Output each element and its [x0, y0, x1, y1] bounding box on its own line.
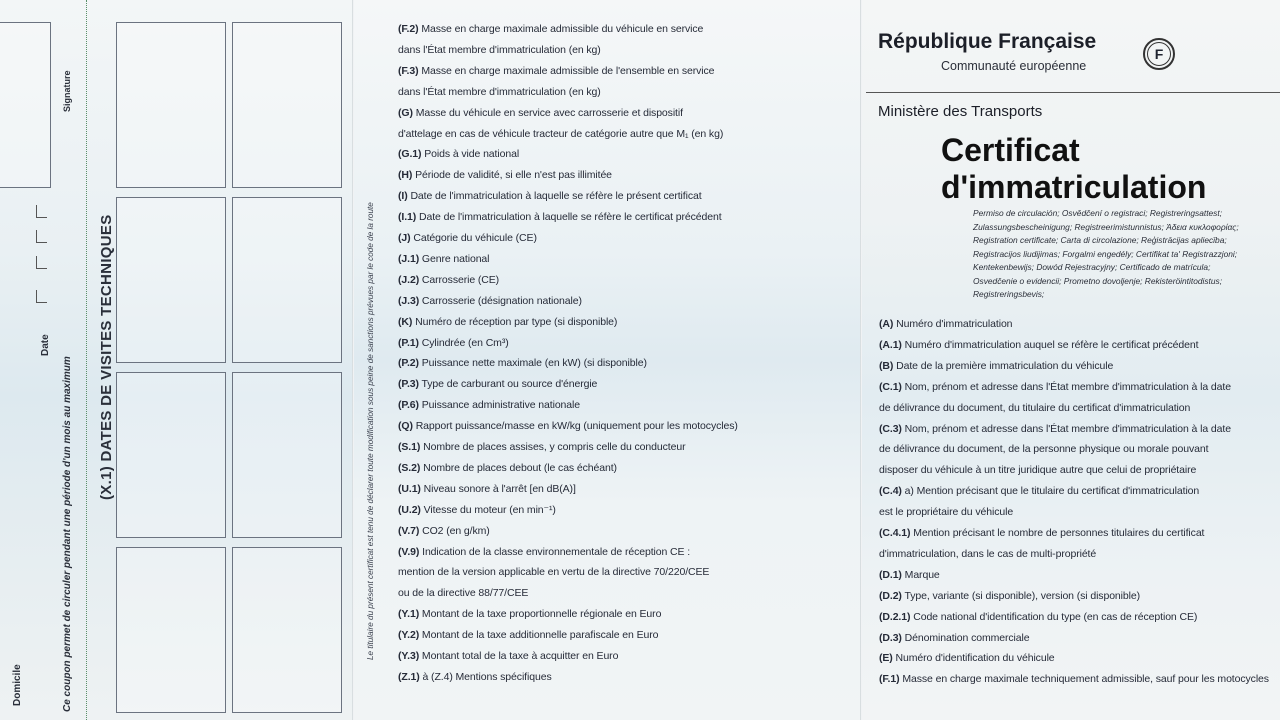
visit-box — [232, 547, 342, 713]
field-line — [398, 169, 612, 181]
field-code: (Y.1) — [398, 608, 420, 621]
field-text: Indication de la classe environnementale de réception CE : — [422, 545, 691, 558]
translation-line: Registration certificate; Carta di circolazione; Reģistrācijas apliecība; — [973, 235, 1227, 245]
tear-line — [86, 0, 87, 720]
field-line — [879, 673, 1269, 685]
field-text: Type, variante (si disponible), version (si disponible) — [904, 589, 1141, 602]
field-line — [398, 462, 617, 474]
field-line — [398, 107, 683, 119]
field-text: Période de validité, si elle n'est pas illimitée — [415, 169, 612, 182]
field-code: (D.2) — [879, 589, 902, 602]
modification-warning: Le titulaire du présent certificat est tenu de déclarer toute modification sous peine de sanctions prévues par le code de la route — [366, 202, 375, 660]
field-text: Vitesse du moteur (en min⁻¹) — [423, 503, 556, 516]
date-field-mark — [36, 290, 47, 303]
translation-line: Zulassungsbescheinigung; Registreerimistunnistus; Άδεια κυκλοφορίας; — [973, 221, 1239, 232]
field-text: Mention précisant le nombre de personnes titulaires du certificat — [913, 527, 1205, 539]
field-line — [879, 318, 1012, 330]
field-line — [879, 443, 1208, 455]
field-code: (B) — [879, 359, 894, 372]
visit-box — [232, 197, 342, 363]
field-code: (I.1) — [398, 211, 417, 224]
field-code: (P.2) — [398, 357, 419, 370]
field-line — [398, 357, 647, 369]
field-text: Nom, prénom et adresse dans l'État membre d'immatriculation à la date — [904, 380, 1231, 393]
field-text: Cylindrée (en Cm³) — [421, 336, 509, 349]
country-badge-icon — [1143, 38, 1175, 70]
field-text: Numéro d'immatriculation — [896, 318, 1013, 330]
date-label: Date — [40, 334, 51, 356]
field-text: de délivrance du document, du titulaire du certificat d'immatriculation — [879, 401, 1191, 414]
field-line — [398, 378, 597, 390]
field-code: (G) — [398, 106, 413, 119]
field-code: (C.4.1) — [879, 527, 911, 539]
field-line — [398, 23, 703, 35]
field-text: Puissance nette maximale (en kW) (si disponible) — [421, 357, 647, 370]
field-text: Nom, prénom et adresse dans l'État membre d'immatriculation à la date — [904, 422, 1231, 435]
field-code: (U.1) — [398, 482, 421, 495]
field-code: (S.1) — [398, 441, 421, 453]
field-code: (V.9) — [398, 545, 420, 558]
field-line — [879, 423, 1231, 435]
community-subheading: Communauté européenne — [941, 59, 1087, 73]
translation-line: Kentekenbewijs; Dowód Rejestracyjny; Certificado de matrícula; — [973, 262, 1211, 272]
field-code: (A.1) — [879, 338, 902, 351]
field-code: (Y.3) — [398, 650, 420, 662]
field-line — [398, 253, 489, 265]
field-code: (F.1) — [879, 673, 900, 686]
field-line — [398, 211, 722, 223]
field-text: Numéro d'immatriculation auquel se réfère le certificat précédent — [904, 338, 1199, 351]
field-line — [398, 295, 582, 307]
certificate-title-line1: Certificat — [941, 132, 1080, 168]
field-text: Date de la première immatriculation du véhicule — [896, 359, 1114, 372]
field-line — [398, 65, 714, 77]
signature-label: Signature — [62, 70, 72, 112]
field-text: Masse en charge maximale admissible de l'ensemble en service — [421, 64, 715, 77]
field-code: (J.3) — [398, 294, 420, 307]
domicile-label: Domicile — [12, 664, 23, 706]
field-line — [398, 671, 552, 683]
field-line — [879, 527, 1204, 539]
date-field-mark — [36, 256, 47, 269]
field-code: (H) — [398, 169, 413, 182]
field-code: (F.3) — [398, 64, 419, 77]
field-line — [879, 485, 1199, 497]
field-line — [398, 190, 702, 202]
badge-letter: F — [1147, 42, 1171, 66]
field-text: Montant de la taxe additionnelle parafiscale en Euro — [421, 629, 659, 642]
field-code: (G.1) — [398, 148, 422, 161]
field-line — [398, 525, 490, 537]
translation-line: Permiso de circulación; Osvědčení o registraci; Registreringsattest; — [973, 208, 1223, 218]
field-code: (S.2) — [398, 461, 421, 474]
field-code: (J.1) — [398, 252, 420, 265]
field-text: disposer du véhicule à un titre juridique autre que celui de propriétaire — [879, 464, 1197, 477]
field-line — [879, 569, 940, 581]
field-line — [398, 337, 509, 349]
field-text: Carrosserie (désignation nationale) — [421, 294, 582, 307]
field-line — [398, 483, 576, 495]
field-code: (P.3) — [398, 378, 419, 391]
field-text: Type de carburant ou source d'énergie — [421, 378, 598, 391]
field-code: (D.2.1) — [879, 610, 911, 623]
field-text: d'attelage en cas de véhicule tracteur de catégorie autre que M₁ (en kg) — [398, 127, 724, 140]
field-line — [879, 381, 1231, 393]
field-code: (J) — [398, 232, 411, 244]
field-text: Masse en charge maximale techniquement admissible, sauf pour les motocycles — [902, 673, 1269, 686]
field-text: Date de l'immatriculation à laquelle se réfère le certificat précédent — [419, 211, 722, 224]
field-line — [398, 420, 738, 432]
field-code: (J.2) — [398, 273, 420, 286]
field-text: d'immatriculation, dans le cas de multi-propriété — [879, 547, 1097, 560]
coupon-text: Ce coupon permet de circuler pendant une période d'un mois au maximum — [62, 356, 73, 712]
field-code: (D.3) — [879, 631, 902, 644]
field-code: (Z.1) — [398, 670, 420, 683]
visit-box — [116, 197, 226, 363]
ministry-heading: Ministère des Transports — [878, 103, 1043, 120]
technical-visits-title: (X.1) DATES DE VISITES TECHNIQUES — [98, 214, 115, 500]
field-line — [398, 546, 690, 558]
translation-line: Osvedčenie o evidencii; Prometno dovoljenje; Rekisteröintitodistus; — [973, 275, 1223, 286]
republic-heading: République Française — [878, 30, 1097, 53]
visit-box — [232, 22, 342, 188]
visit-box — [116, 372, 226, 538]
field-line — [879, 611, 1197, 623]
date-field-mark — [36, 230, 47, 243]
field-text: dans l'État membre d'immatriculation (en kg) — [398, 85, 601, 98]
field-code: (A) — [879, 318, 894, 330]
visit-box — [232, 372, 342, 538]
field-line — [398, 274, 499, 286]
field-line — [879, 632, 1030, 644]
field-code: (Q) — [398, 420, 413, 433]
field-line — [879, 464, 1196, 476]
divider — [866, 92, 1280, 93]
translation-line: Registreringsbevis; — [973, 289, 1045, 299]
field-text: CO2 (en g/km) — [422, 524, 490, 537]
field-line — [398, 608, 661, 620]
field-code: (I) — [398, 190, 408, 203]
field-text: Dénomination commerciale — [904, 631, 1030, 644]
field-code: (F.2) — [398, 23, 419, 35]
field-text: à (Z.4) Mentions spécifiques — [422, 670, 552, 683]
field-code: (C.3) — [879, 422, 902, 435]
translation-line: Registracijos liudijimas; Forgalmi engedély; Certifikat ta' Registrazzjoni; — [973, 248, 1238, 259]
field-line — [879, 506, 1013, 518]
certificate-title-line2: d'immatriculation — [941, 169, 1207, 205]
field-text: Puissance administrative nationale — [421, 399, 581, 412]
field-text: Nombre de places assises, y compris celle du conducteur — [423, 441, 686, 453]
field-text: Numéro d'identification du véhicule — [895, 652, 1055, 665]
field-line — [879, 652, 1055, 664]
visit-box — [116, 22, 226, 188]
field-text: Rapport puissance/masse en kW/kg (uniquement pour les motocycles) — [415, 420, 738, 433]
field-text: Poids à vide national — [424, 148, 520, 161]
field-line — [398, 148, 519, 160]
field-text: Marque — [904, 568, 940, 581]
field-text: Catégorie du véhicule (CE) — [413, 232, 537, 244]
visit-box — [116, 547, 226, 713]
field-text: Masse en charge maximale admissible du véhicule en service — [421, 23, 704, 35]
field-line — [398, 128, 723, 140]
left-stub-box — [0, 22, 51, 188]
field-line — [398, 86, 601, 98]
field-code: (U.2) — [398, 503, 421, 516]
field-line — [879, 548, 1096, 560]
field-line — [398, 316, 617, 328]
field-line — [879, 339, 1198, 351]
field-text: ou de la directive 88/77/CEE — [398, 587, 529, 600]
field-code: (K) — [398, 315, 413, 328]
field-text: Carrosserie (CE) — [421, 273, 500, 286]
field-line — [879, 402, 1190, 414]
field-text: Masse du véhicule en service avec carrosserie et dispositif — [415, 106, 683, 119]
field-code: (P.6) — [398, 399, 419, 412]
field-code: (V.7) — [398, 524, 420, 537]
field-code: (D.1) — [879, 568, 902, 581]
field-code: (C.1) — [879, 380, 902, 393]
date-field-mark — [36, 205, 47, 218]
field-line — [879, 590, 1140, 602]
field-text: Numéro de réception par type (si disponible) — [415, 315, 618, 328]
field-line — [398, 232, 537, 244]
field-text: Code national d'identification du type (en cas de réception CE) — [913, 610, 1198, 623]
field-line — [398, 629, 658, 641]
field-code: (P.1) — [398, 336, 419, 349]
field-text: Montant de la taxe proportionnelle régionale en Euro — [421, 608, 662, 621]
field-text: Niveau sonore à l'arrêt [en dB(A)] — [423, 482, 576, 495]
field-text: Date de l'immatriculation à laquelle se réfère le présent certificat — [410, 190, 702, 203]
field-text: Genre national — [421, 252, 490, 265]
field-code: (Y.2) — [398, 629, 420, 642]
field-line — [398, 587, 528, 599]
field-text: mention de la version applicable en vertu de la directive 70/220/CEE — [398, 566, 710, 579]
field-code: (C.4) — [879, 485, 902, 498]
field-line — [398, 566, 709, 578]
field-text: a) Mention précisant que le titulaire du certificat d'immatriculation — [904, 485, 1200, 498]
field-line — [398, 44, 601, 56]
field-line — [398, 504, 556, 516]
field-text: est le propriétaire du véhicule — [879, 506, 1014, 519]
field-line — [879, 360, 1113, 372]
field-text: dans l'État membre d'immatriculation (en kg) — [398, 43, 601, 56]
field-text: de délivrance du document, de la personne physique ou morale pouvant — [879, 443, 1209, 456]
field-text: Nombre de places debout (le cas échéant) — [423, 461, 617, 474]
field-line — [398, 399, 580, 411]
field-code: (E) — [879, 652, 893, 665]
field-line — [398, 441, 685, 453]
field-text: Montant total de la taxe à acquitter en Euro — [421, 650, 619, 662]
field-line — [398, 650, 618, 662]
